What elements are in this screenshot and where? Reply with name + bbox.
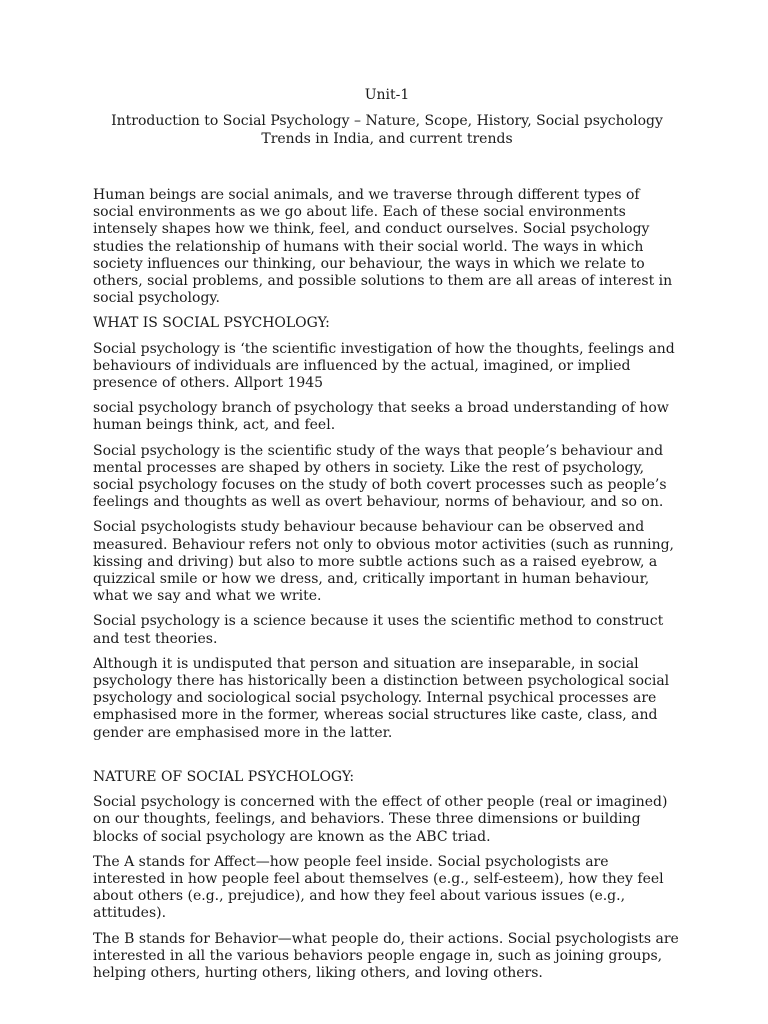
unit-label: Unit-1	[364, 87, 410, 103]
document-title: Introduction to Social Psychology – Nature, Scope, History, Social psychology Trends in India, and current trends	[111, 113, 663, 147]
paragraph-distinction: Although it is undisputed that person and situation are inseparable, in social psychology there has historically been a distinction between psychological social psychology and sociological social psychology. Internal psychical processes are emphasised more in the former, whereas social structures like caste, class, and gender are emphasised more in the latter.	[93, 655, 670, 741]
document-page	[93, 86, 681, 990]
intro-paragraph: Human beings are social animals, and we traverse through different types of social environments as we go about life. Each of these social environments intensely shapes how we think, feel, and conduct ourselves. Social psychology studies the relationship of humans with their social world. The ways in which society influences our thinking, our behaviour, the ways in which we relate to others, social problems, and possible solutions to them are all areas of interest in social psychology.	[93, 187, 673, 307]
paragraph-behavior: The B stands for Behavior—what people do, their actions. Social psychologists are interested in all the various behaviors people engage in, such as joining groups, helping others, hurting others, liking others, and loving others.	[93, 930, 679, 981]
paragraph-scientific-study: Social psychology is the scientific study of the ways that people’s behaviour and mental processes are shaped by others in society. Like the rest of psychology, social psychology focuses on the study of both covert processes such as people’s feelings and thoughts as well as overt behaviour, norms of behaviour, and so on.	[93, 442, 667, 511]
paragraph-branch: social psychology branch of psychology that seeks a broad understanding of how human beings think, act, and feel.	[93, 400, 669, 434]
paragraph-study-behaviour: Social psychologists study behaviour because behaviour can be observed and measured. Behaviour refers not only to obvious motor activities (such as running, kissing and driving) but also to more subtle actions such as a raised eyebrow, a quizzical smile or how we dress, and, critically important in human behaviour, what we say and what we write.	[93, 519, 674, 605]
paragraph-abc-triad: Social psychology is concerned with the effect of other people (real or imagined) on our thoughts, feelings, and behaviors. These three dimensions or building blocks of social psychology are known as the ABC triad.	[93, 794, 668, 845]
paragraph-science: Social psychology is a science because it uses the scientific method to construct and test theories.	[93, 613, 664, 647]
heading-nature-of-social-psychology: NATURE OF SOCIAL PSYCHOLOGY:	[93, 768, 355, 785]
paragraph-allport: Social psychology is ‘the scientific investigation of how the thoughts, feelings and behaviours of individuals are influenced by the actual, imagined, or implied presence of others. Allport 1945	[93, 340, 675, 392]
paragraph-affect: The A stands for Affect—how people feel inside. Social psychologists are interested in how people feel about themselves (e.g., self-esteem), how they feel about others (e.g., prejudice), and how they feel about various issues (e.g., attitudes).	[93, 853, 664, 922]
heading-what-is-social-psychology: WHAT IS SOCIAL PSYCHOLOGY:	[93, 315, 330, 332]
